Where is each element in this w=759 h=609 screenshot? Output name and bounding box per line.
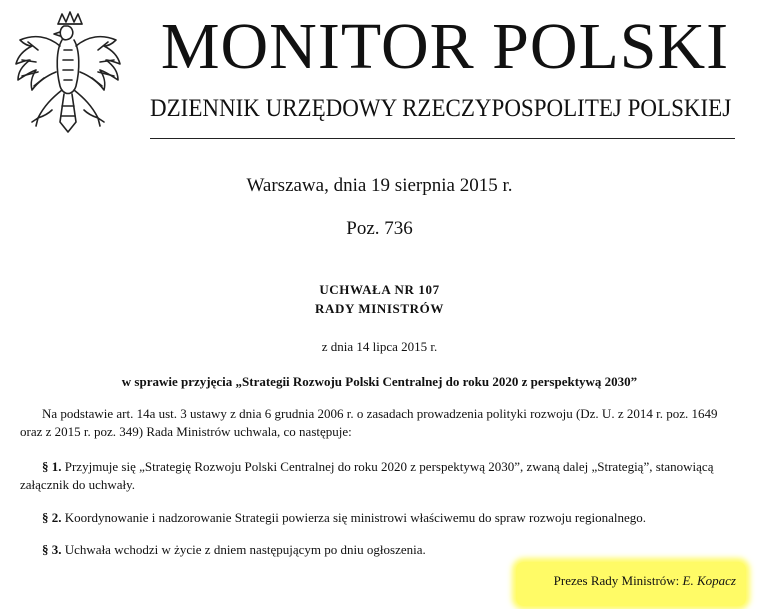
section-number: § 2.	[42, 510, 62, 525]
signature-name: E. Kopacz	[682, 573, 736, 588]
section-text: Uchwała wchodzi w życie z dniem następującym po dniu ogłoszenia.	[64, 542, 426, 557]
issue-date: Warszawa, dnia 19 sierpnia 2015 r.	[246, 175, 513, 196]
act-subject: w sprawie przyjęcia „Strategii Rozwoju Polski Centralnej do roku 2020 z perspektywą 2030”	[121, 374, 638, 389]
masthead-divider	[150, 138, 735, 139]
act-issuer: RADY MINISTRÓW	[315, 301, 444, 316]
signature-highlight	[516, 562, 746, 606]
masthead-title: MONITOR POLSKI	[160, 10, 730, 83]
section-3	[20, 541, 742, 559]
section-number: § 3.	[42, 542, 62, 557]
act-date: z dnia 14 lipca 2015 r.	[321, 339, 438, 354]
section-1	[20, 458, 742, 494]
masthead-subtitle: DZIENNIK URZĘDOWY RZECZYPOSPOLITEJ POLSKIEJ	[150, 95, 732, 122]
section-2	[20, 509, 742, 527]
white-eagle-emblem-icon	[8, 10, 128, 142]
section-text: Koordynowanie i nadzorowanie Strategii powierza się ministrowi właściwemu do spraw rozwoju regionalnego.	[64, 510, 646, 525]
section-number: § 1.	[42, 459, 62, 474]
issue-position: Poz. 736	[346, 218, 413, 239]
signature	[554, 573, 736, 589]
act-title: UCHWAŁA NR 107	[319, 282, 440, 297]
signature-label: Prezes Rady Ministrów:	[553, 573, 680, 588]
act-preamble: Na podstawie art. 14a ust. 3 ustawy z dnia 6 grudnia 2006 r. o zasadach prowadzenia polityki rozwoju (Dz. U. z 2014 r. poz. 1649 oraz z 2015 r. poz. 349) Rada Ministrów uchwala, co następuje:	[20, 406, 718, 439]
section-text: Przyjmuje się „Strategię Rozwoju Polski Centralnej do roku 2020 z perspektywą 2030”, zwaną dalej „Strategią”, stanowiącą załącznik do uchwały.	[20, 459, 714, 492]
